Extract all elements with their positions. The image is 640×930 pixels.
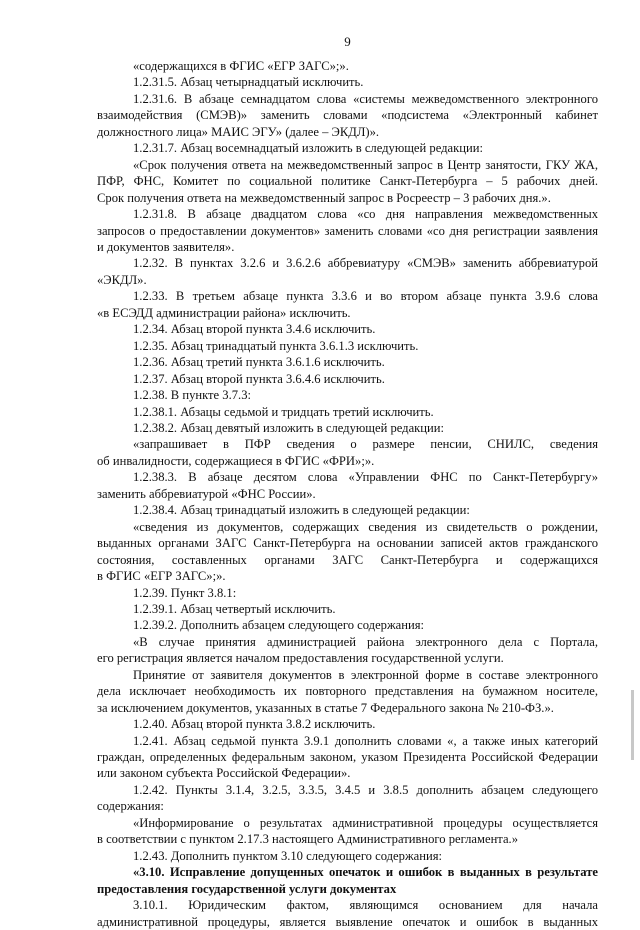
text-line: или законом субъекта Российской Федерации». [97, 766, 351, 781]
text-line: его регистрация является началом предоставления государственной услуги. [97, 651, 504, 666]
text-line: 1.2.38.1. Абзацы седьмой и тридцать третий исключить. [133, 404, 434, 419]
text-line: 1.2.34. Абзац второй пункта 3.4.6 исключить. [133, 322, 376, 337]
text-line: 1.2.31.5. Абзац четырнадцатый исключить. [133, 75, 364, 90]
text-line: 1.2.39.1. Абзац четвертый исключить. [133, 601, 336, 616]
text-line: 1.2.41. Абзац седьмой пункта 3.9.1 дополнить словами «, а также иных категорий [133, 733, 598, 748]
text-line: 1.2.40. Абзац второй пункта 3.8.2 исключить. [133, 717, 376, 732]
text-line: 3.10.1. Юридическим фактом, являющимся основанием для начала [133, 898, 598, 913]
text-line: предоставления государственной услуги документах [97, 881, 397, 896]
text-line: 1.2.38.2. Абзац девятый изложить в следующей редакции: [133, 420, 445, 435]
text-line: «В случае принятия администрацией района электронного дела с Портала, [133, 634, 598, 649]
text-line: 1.2.31.6. В абзаце семнадцатом слова «системы межведомственного электронного [133, 91, 598, 106]
text-line: «ЭКДЛ». [97, 272, 147, 287]
text-line: за исключением документов, указанных в статье 7 Федерального закона № 210-ФЗ.». [97, 700, 554, 715]
page-number: 9 [344, 34, 351, 49]
text-line: 1.2.38.4. Абзац тринадцатый изложить в следующей редакции: [133, 503, 470, 518]
text-line: «сведения из документов, содержащих сведения из свидетельств о рождении, [133, 519, 598, 534]
text-line: «запрашивает в ПФР сведения о размере пенсии, СНИЛС, сведения [133, 437, 598, 452]
text-line: 1.2.39. Пункт 3.8.1: [133, 585, 237, 600]
text-line: «содержащихся в ФГИС «ЕГР ЗАГС»;». [133, 59, 349, 73]
text-line: «Срок получения ответа на межведомственный запрос в Центр занятости, ГКУ ЖА, [133, 157, 598, 172]
text-line: «3.10. Исправление допущенных опечаток и ошибок в выданных в результате [133, 865, 598, 880]
text-line: 1.2.31.7. Абзац восемнадцатый изложить в следующей редакции: [133, 141, 483, 156]
text-line: «Информирование о результатах административной процедуры осуществляется [133, 815, 598, 830]
text-line: выданных органами ЗАГС Санкт-Петербурга на основании записей актов гражданского [97, 536, 598, 551]
text-line: 1.2.38. В пункте 3.7.3: [133, 388, 251, 403]
text-line: 1.2.36. Абзац третий пункта 3.6.1.6 исключить. [133, 355, 385, 370]
text-line: 1.2.38.3. В абзаце десятом слова «Управлении ФНС по Санкт-Петербургу» [133, 470, 598, 485]
text-line: 1.2.35. Абзац тринадцатый пункта 3.6.1.3 исключить. [133, 338, 419, 353]
text-line: 1.2.42. Пункты 3.1.4, 3.2.5, 3.3.5, 3.4.5 и 3.8.5 дополнить абзацем следующего [133, 782, 598, 797]
scan-edge-mark [631, 690, 634, 760]
text-line: в ФГИС «ЕГР ЗАГС»;». [97, 569, 226, 584]
text-line: административной процедуры, является выявление опечаток и ошибок в выданных [97, 914, 598, 929]
text-line: в соответствии с пунктом 2.17.3 настоящего Административного регламента.» [97, 832, 519, 847]
text-line: об инвалидности, содержащиеся в ФГИС «ФРИ»;». [97, 453, 375, 468]
text-line: дела исключает необходимость их повторного представления на бумажном носителе, [97, 684, 598, 699]
text-line: 1.2.43. Дополнить пунктом 3.10 следующего содержания: [133, 848, 443, 863]
text-line: содержания: [97, 799, 164, 814]
text-line: «в ЕСЭДД администрации района» исключить. [97, 305, 351, 320]
text-line: запросов о предоставлении документов» заменить словами «со дня регистрации заявления [97, 223, 598, 238]
text-line: взаимодействия (СМЭВ)» заменить словами «подсистема «Электронный кабинет [97, 108, 598, 123]
text-line: Принятие от заявителя документов в электронной форме в составе электронного [133, 667, 598, 682]
text-line: Срок получения ответа на межведомственный запрос в Росреестр – 3 рабочих дня.». [97, 190, 551, 205]
text-line: ПФР, ФНС, Комитет по социальной политике Санкт-Петербурга – 5 рабочих дней. [97, 174, 598, 189]
document-body [97, 58, 598, 930]
text-line: 1.2.39.2. Дополнить абзацем следующего содержания: [133, 618, 425, 633]
text-line: 1.2.31.8. В абзаце двадцатом слова «со дня направления межведомственных [133, 207, 598, 222]
text-line: состояния, составленных органами ЗАГС Санкт-Петербурга и содержащихся [97, 552, 598, 567]
text-line: и документов заявителя». [97, 239, 235, 254]
text-line: 1.2.32. В пунктах 3.2.6 и 3.6.2.6 аббревиатуру «СМЭВ» заменить аббревиатурой [133, 256, 598, 271]
text-line: должностного лица» МАИС ЭГУ» (далее – ЭКДЛ)». [97, 124, 380, 139]
text-line: заменить аббревиатурой «ФНС России». [97, 486, 316, 501]
text-line: 1.2.33. В третьем абзаце пункта 3.3.6 и во втором абзаце пункта 3.9.6 слова [133, 289, 598, 304]
text-line: граждан, определенных федеральным законом, указом Президента Российской Федерации [97, 750, 598, 765]
text-line: 1.2.37. Абзац второй пункта 3.6.4.6 исключить. [133, 371, 385, 386]
